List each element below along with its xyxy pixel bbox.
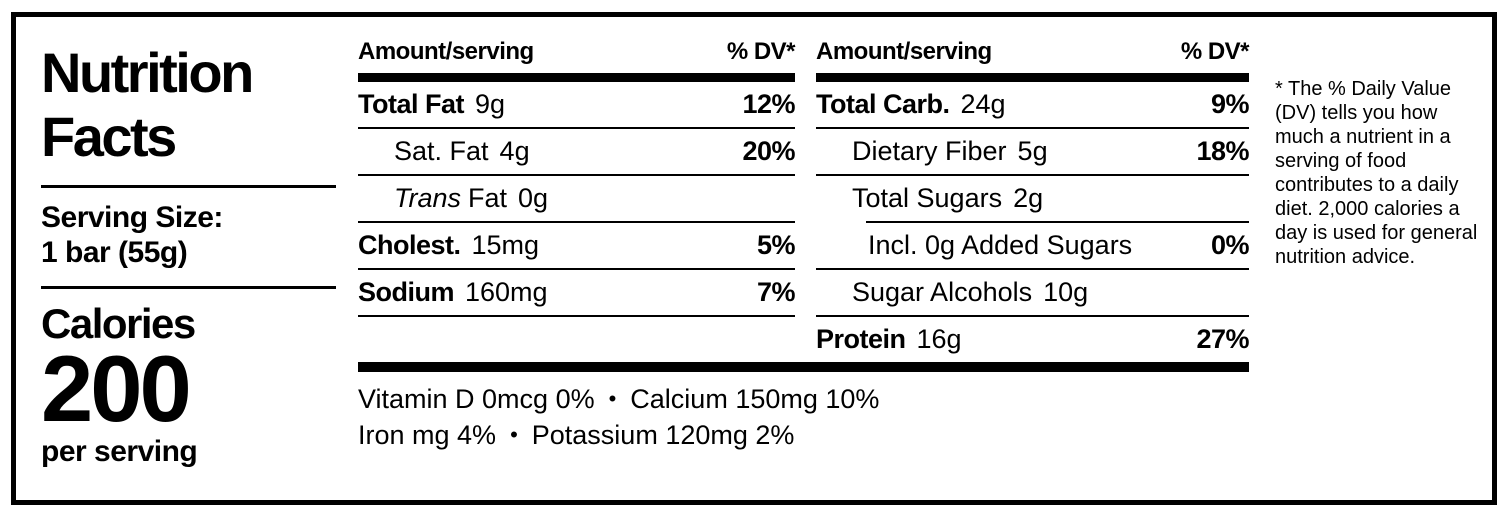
label-title-line2: Facts [41, 105, 175, 168]
divider [41, 185, 336, 188]
header-amount-label: Amount/serving [358, 38, 534, 65]
bullet-separator: • [510, 422, 518, 447]
nutrient-dv: 0% [1210, 230, 1249, 260]
nutrient-name: Sugar Alcohols 10g [852, 277, 1089, 307]
nutrient-table-1 [358, 37, 795, 317]
nutrient-amount: 0g [518, 183, 549, 213]
nutrient-tables [358, 37, 1249, 362]
nutrient-row-trans-fat [358, 176, 795, 223]
label-title-line1: Nutrition [41, 41, 252, 104]
thick-divider-bottom [358, 362, 1249, 372]
nutrient-dv: 27% [1196, 324, 1249, 354]
nutrient-name: Dietary Fiber 5g [852, 136, 1048, 166]
nutrient-dv: 7% [756, 277, 795, 307]
nutrient-tables-area [358, 37, 1249, 453]
nutrition-facts-label [11, 12, 1497, 505]
calories-unit: per serving [41, 435, 198, 468]
label-left-panel [41, 37, 336, 469]
nutrient-name: Total Fat 9g [358, 89, 506, 119]
nutrient-amount: 9g [475, 89, 506, 119]
nutrient-row-sodium [358, 270, 795, 317]
nutrient-name: Sat. Fat 4g [394, 136, 530, 166]
divider [41, 286, 336, 289]
nutrient-name: Total Carb. 24g [816, 89, 1006, 119]
thick-divider [816, 73, 1249, 82]
nutrient-dv: 5% [756, 230, 795, 260]
nutrient-dv: 9% [1210, 89, 1249, 119]
micronutrients-line-2 [358, 417, 1249, 453]
micronutrients-line-1 [358, 381, 1249, 417]
nutrient-name-italic: Trans [394, 183, 462, 213]
nutrient-row-dietary-fiber [816, 129, 1249, 176]
serving-size-label: Serving Size: [41, 201, 223, 234]
nutrient-row-added-sugars [816, 223, 1249, 270]
nutrient-amount: 15mg [471, 230, 540, 260]
nutrient-amount: 24g [960, 89, 1006, 119]
serving-size [41, 200, 336, 270]
nutrient-name: Total Sugars 2g [852, 183, 1044, 213]
nutrient-table-2 [816, 37, 1249, 362]
micronutrient-vitamin-d: Vitamin D 0mcg 0% [358, 384, 595, 414]
nutrient-amount: 10g [1043, 277, 1089, 307]
nutrient-amount: 2g [1013, 183, 1044, 213]
nutrient-dv: 18% [1196, 136, 1249, 166]
nutrient-amount: 160mg [465, 277, 548, 307]
nutrient-dv: 20% [742, 136, 795, 166]
nutrient-row-protein [816, 317, 1249, 362]
table-header [358, 37, 795, 73]
nutrient-row-total-sugars [816, 176, 1249, 221]
micronutrient-potassium: Potassium 120mg 2% [531, 420, 795, 450]
table-header [816, 37, 1249, 73]
nutrient-row-sugar-alcohols [816, 270, 1249, 317]
nutrient-row-total-carb [816, 82, 1249, 129]
nutrient-amount: 4g [499, 136, 530, 166]
nutrient-name: Cholest. 15mg [358, 230, 540, 260]
micronutrient-iron: Iron mg 4% [358, 420, 497, 450]
nutrient-amount: 5g [1017, 136, 1048, 166]
calories-label: Calories [41, 300, 195, 347]
thick-divider [358, 73, 795, 82]
daily-value-footnote: * The % Daily Value (DV) tells you how much a nutrient in a serving of food contributes to a daily diet. 2,000 calories a day is used for general nutrition advice. [1275, 78, 1478, 268]
nutrient-name: Sodium 160mg [358, 277, 548, 307]
calories-value: 200 [41, 336, 189, 441]
nutrient-amount: 16g [916, 324, 962, 354]
nutrient-dv: 12% [742, 89, 795, 119]
nutrient-name: Protein 16g [816, 324, 962, 354]
nutrient-row-total-fat [358, 82, 795, 129]
calories-block [41, 301, 336, 469]
nutrient-name: Incl. 0g Added Sugars [868, 230, 1133, 260]
header-amount-label: Amount/serving [816, 38, 992, 65]
header-dv-label: % DV* [726, 38, 795, 65]
nutrient-row-cholesterol [358, 223, 795, 270]
nutrient-row-sat-fat [358, 129, 795, 176]
label-title [41, 41, 336, 169]
micronutrient-calcium: Calcium 150mg 10% [630, 384, 880, 414]
bullet-separator: • [608, 386, 617, 411]
nutrient-name: Trans Fat 0g [394, 183, 549, 213]
serving-size-value: 1 bar (55g) [41, 236, 188, 269]
header-dv-label: % DV* [1180, 38, 1249, 65]
